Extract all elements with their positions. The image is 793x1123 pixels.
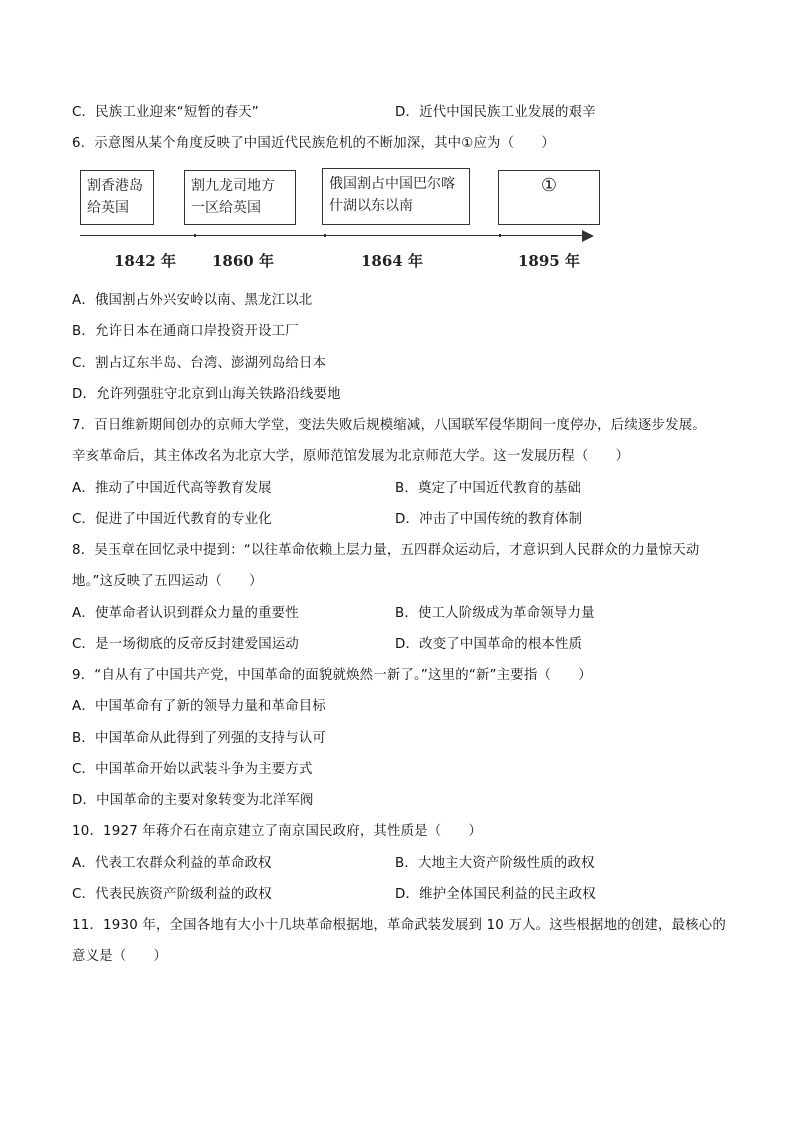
event-text-line2: 给英国: [87, 200, 129, 216]
q10-option-d: D．维护全体国民利益的民主政权: [395, 887, 596, 902]
timeline-event-1895: [498, 170, 600, 225]
q7-stem-line1: 7．百日维新期间创办的京师大学堂，变法失败后规模缩减，八国联军侵华期间一度停办，后续逐步发展。: [72, 418, 706, 433]
q11-stem-line2: 意义是（ ）: [72, 949, 168, 964]
q6-option-a: A．俄国割占外兴安岭以南、黑龙江以北: [72, 293, 313, 308]
q6-option-c: C．割占辽东半岛、台湾、澎湖列岛给日本: [72, 356, 327, 371]
q9-option-c: C．中国革命开始以武装斗争为主要方式: [72, 762, 313, 777]
q5-option-d: D．近代中国民族工业发展的艰辛: [395, 105, 596, 120]
q10-option-a: A．代表工农群众利益的革命政权: [72, 856, 272, 871]
q6-timeline-diagram: [74, 166, 604, 278]
q8-option-a: A．使革命者认识到群众力量的重要性: [72, 606, 299, 621]
q8-option-c: C．是一场彻底的反帝反封建爱国运动: [72, 637, 299, 652]
q7-option-c: C．促进了中国近代教育的专业化: [72, 512, 272, 527]
q6-option-b: B．允许日本在通商口岸投资开设工厂: [72, 324, 299, 339]
arrow-right-icon: [582, 230, 594, 242]
q9-stem: 9．“自从有了中国共产党，中国革命的面貌就焕然一新了。”这里的“新”主要指（ ）: [72, 668, 592, 683]
q7-stem-line2: 辛亥革命后，其主体改名为北京大学，原师范馆发展为北京师范大学。这一发展历程（ ）: [72, 449, 630, 464]
event-text-line1: 割香港岛: [87, 178, 143, 194]
timeline-year-1895: 1895 年: [518, 252, 580, 270]
q8-option-b: B．使工人阶级成为革命领导力量: [395, 606, 595, 621]
q7-option-b: B．奠定了中国近代教育的基础: [395, 481, 582, 496]
q9-option-a: A．中国革命有了新的领导力量和革命目标: [72, 699, 326, 714]
q6-stem: 6．示意图从某个角度反映了中国近代民族危机的不断加深，其中①应为（ ）: [72, 136, 556, 151]
q7-option-d: D．冲击了中国传统的教育体制: [395, 512, 583, 527]
q11-stem-line1: 11．1930 年，全国各地有大小十几块革命根据地，革命武装发展到 10 万人。这些根据地的创建，最核心的: [72, 918, 726, 933]
timeline-tick: [499, 234, 501, 237]
timeline-event-1864: [322, 168, 470, 225]
q8-option-d: D．改变了中国革命的根本性质: [395, 637, 583, 652]
q10-option-b: B．大地主大资产阶级性质的政权: [395, 856, 595, 871]
q9-option-b: B．中国革命从此得到了列强的支持与认可: [72, 731, 327, 746]
timeline-event-1842: [80, 170, 154, 225]
q9-option-d: D．中国革命的主要对象转变为北洋军阀: [72, 793, 314, 808]
q5-option-c: C．民族工业迎来“短暂的春天”: [72, 105, 259, 120]
q10-option-c: C．代表民族资产阶级利益的政权: [72, 887, 272, 902]
q10-stem: 10．1927 年蒋介石在南京建立了南京国民政府，其性质是（ ）: [72, 824, 483, 839]
event-text-line2: 一区给英国: [191, 200, 261, 216]
timeline-event-1860: [184, 170, 296, 225]
circled-one-placeholder: ①: [540, 175, 558, 196]
q8-stem-line1: 8．吴玉章在回忆录中提到：“以往革命依赖上层力量，五四群众运动后，才意识到人民群众的力量惊天动: [72, 543, 700, 558]
timeline-year-1864: 1864 年: [361, 252, 423, 270]
timeline-year-1842: 1842 年: [114, 252, 176, 270]
timeline-axis: [80, 235, 585, 236]
q7-option-a: A．推动了中国近代高等教育发展: [72, 481, 272, 496]
q8-stem-line2: 地。”这反映了五四运动（ ）: [72, 574, 263, 589]
timeline-tick: [324, 234, 326, 237]
event-text-line2: 什湖以东以南: [329, 198, 413, 214]
timeline-year-1860: 1860 年: [212, 252, 274, 270]
q6-option-d: D．允许列强驻守北京到山海关铁路沿线要地: [72, 387, 341, 402]
event-text-line1: 俄国割占中国巴尔喀: [329, 176, 455, 192]
event-text-line1: 割九龙司地方: [191, 178, 275, 194]
timeline-tick: [194, 234, 196, 237]
